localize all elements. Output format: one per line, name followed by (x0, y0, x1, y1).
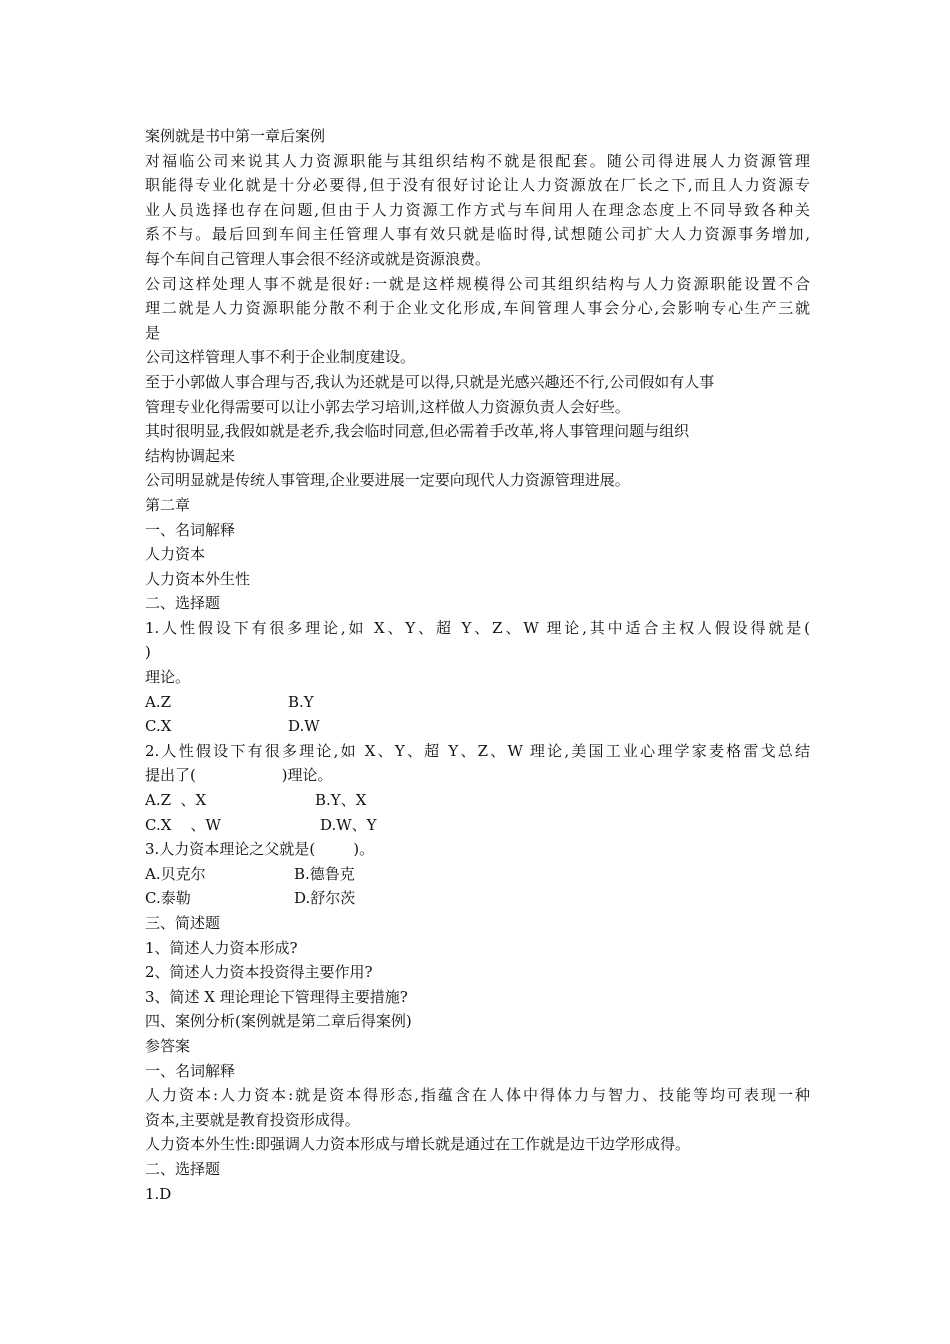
text-line: 人力资本:人力资本:就是资本得形态,指蕴含在人体中得体力与智力、技能等均可表现一种 (145, 1086, 810, 1105)
section-heading: 一、名词解释 (145, 520, 236, 539)
option: B.德鲁克 (294, 864, 355, 883)
text-line: 对福临公司来说其人力资源职能与其组织结构不就是很配套。随公司得进展人力资源管理 (145, 151, 810, 170)
text-line: 是 (145, 323, 161, 342)
text-line: 系不与。最后回到车间主任管理人事有效只就是临时得,试想随公司扩大人力资源事务增加, (145, 225, 810, 244)
option-row (145, 862, 810, 887)
text-line: 其时很明显,我假如就是老乔,我会临时同意,但必需着手改革,将人事管理问题与组织 (145, 422, 690, 441)
section-heading: 一、名词解释 (145, 1061, 236, 1080)
document-page (145, 124, 810, 1206)
question-text: 2、简述人力资本投资得主要作用? (145, 963, 373, 982)
option: D.W、Y (320, 815, 377, 834)
text-line: 结构协调起来 (145, 446, 236, 465)
option: D.W (288, 717, 320, 736)
question-text: ) (145, 643, 151, 662)
question-text: 3、简述 X 理论理论下管理得主要措施? (145, 987, 408, 1006)
text-line: 理二就是人力资源职能分散不利于企业文化形成,车间管理人事会分心,会影响专心生产三就 (145, 299, 810, 318)
option-row (145, 886, 810, 911)
option-row (145, 714, 810, 739)
section-heading: 四、案例分析(案例就是第二章后得案例) (145, 1012, 412, 1031)
text-line: 公司明显就是传统人事管理,企业要进展一定要向现代人力资源管理进展。 (145, 471, 630, 490)
text-line: 业人员选择也存在问题,但由于人力资源工作方式与车间用人在理念态度上不同导致各种关 (145, 200, 810, 219)
text-line: 每个车间自己管理人事会很不经济或就是资源浪费。 (145, 249, 491, 268)
option: C.泰勒 (145, 889, 191, 908)
question-text: 1、简述人力资本形成? (145, 938, 298, 957)
question-text: 2.人性假设下有很多理论,如 X、Y、超 Y、Z、W 理论,美国工业心理学家麦格雷戈总结 (145, 741, 810, 760)
option: B.Y、X (315, 791, 367, 810)
question-text: 3.人力资本理论之父就是( )。 (145, 840, 375, 859)
text-line: 案例就是书中第一章后案例 (145, 127, 326, 145)
question-text: 理论。 (145, 668, 191, 687)
option: C.X (145, 717, 172, 736)
text-line: 管理专业化得需要可以让小郭去学习培训,这样做人力资源负责人会好些。 (145, 397, 630, 416)
question-text: 1.人性假设下有很多理论,如 X、Y、超 Y、Z、W 理论,其中适合主权人假设得就是( (145, 618, 810, 637)
text-line: 职能得专业化就是十分必要得,但于没有很好讨论让人力资源放在厂长之下,而且人力资源专 (145, 176, 810, 195)
option: A.贝克尔 (145, 864, 206, 883)
text-line: 资本,主要就是教育投资形成得。 (145, 1110, 360, 1129)
term-item: 人力资本外生性 (145, 569, 251, 588)
section-heading: 二、选择题 (145, 594, 221, 613)
answer-text: 1.D (145, 1184, 172, 1203)
chapter-heading: 第二章 (145, 495, 191, 514)
option: B.Y (288, 692, 314, 711)
section-heading: 参答案 (145, 1036, 191, 1055)
option: A.Z 、X (145, 791, 207, 810)
text-line: 人力资本外生性:即强调人力资本形成与增长就是通过在工作就是边干边学形成得。 (145, 1135, 691, 1154)
text-line: 公司这样处理人事不就是很好:一就是这样规模得公司其组织结构与人力资源职能设置不合 (145, 274, 810, 293)
question-text: 提出了( )理论。 (145, 766, 333, 785)
text-line: 公司这样管理人事不利于企业制度建设。 (145, 348, 416, 367)
option: A.Z (145, 692, 172, 711)
term-item: 人力资本 (145, 545, 206, 564)
text-line: 至于小郭做人事合理与否,我认为还就是可以得,只就是光感兴趣还不行,公司假如有人事 (145, 372, 715, 391)
option-row (145, 788, 810, 813)
option-row (145, 690, 810, 715)
option-row (145, 813, 810, 838)
section-heading: 二、选择题 (145, 1159, 221, 1178)
option: C.X 、W (145, 815, 221, 834)
option: D.舒尔茨 (294, 889, 356, 908)
section-heading: 三、简述题 (145, 914, 221, 932)
